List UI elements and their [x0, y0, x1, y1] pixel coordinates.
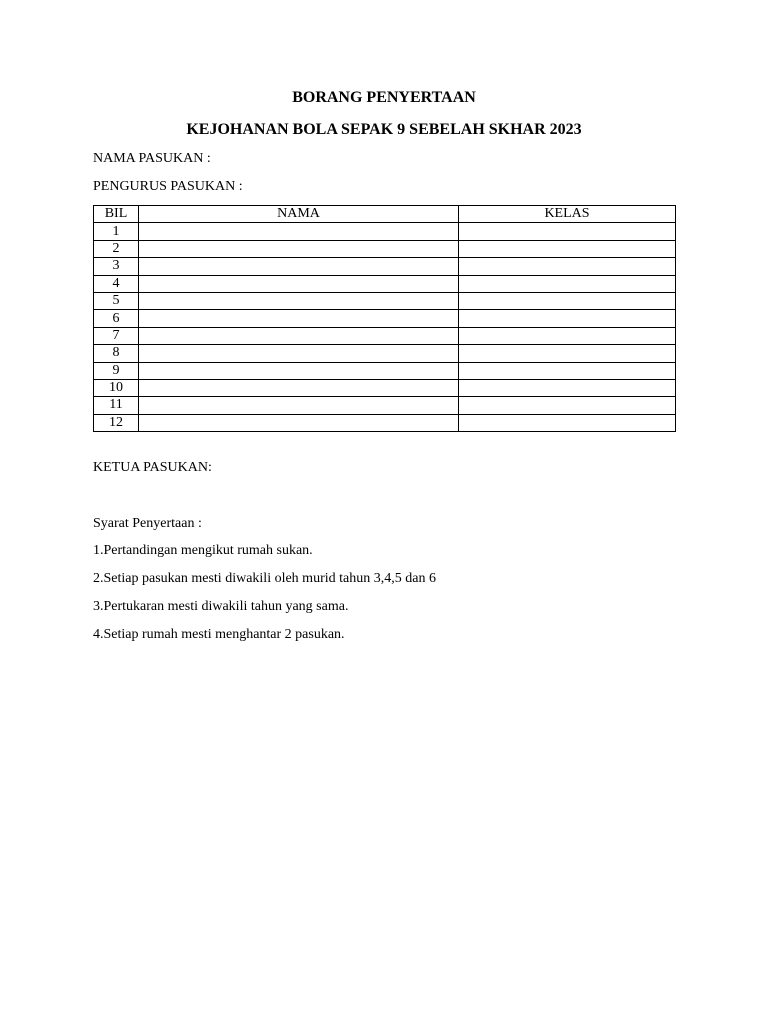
player-table — [93, 205, 676, 432]
name-cell[interactable] — [139, 310, 459, 327]
class-cell[interactable] — [459, 275, 676, 292]
row-number: 1 — [94, 223, 139, 240]
name-cell[interactable] — [139, 345, 459, 362]
class-cell[interactable] — [459, 362, 676, 379]
requirement-item: 1.Pertandingan mengikut rumah sukan. — [93, 543, 313, 558]
row-number: 2 — [94, 240, 139, 257]
team-captain-label: KETUA PASUKAN: — [93, 460, 212, 475]
tournament-title: KEJOHANAN BOLA SEPAK 9 SEBELAH SKHAR 2023 — [186, 121, 582, 138]
name-cell[interactable] — [139, 223, 459, 240]
class-cell[interactable] — [459, 327, 676, 344]
row-number: 12 — [94, 414, 139, 431]
table-row — [94, 362, 676, 379]
class-cell[interactable] — [459, 258, 676, 275]
table-row — [94, 310, 676, 327]
name-cell[interactable] — [139, 240, 459, 257]
header-kelas: KELAS — [459, 206, 676, 223]
header-nama: NAMA — [139, 206, 459, 223]
row-number: 7 — [94, 327, 139, 344]
name-cell[interactable] — [139, 362, 459, 379]
table-row — [94, 240, 676, 257]
row-number: 6 — [94, 310, 139, 327]
name-cell[interactable] — [139, 414, 459, 431]
requirement-item: 3.Pertukaran mesti diwakili tahun yang sama. — [93, 599, 349, 614]
class-cell[interactable] — [459, 240, 676, 257]
class-cell[interactable] — [459, 223, 676, 240]
class-cell[interactable] — [459, 345, 676, 362]
class-cell[interactable] — [459, 292, 676, 309]
class-cell[interactable] — [459, 379, 676, 396]
form-title: BORANG PENYERTAAN — [292, 89, 476, 106]
row-number: 9 — [94, 362, 139, 379]
class-cell[interactable] — [459, 310, 676, 327]
name-cell[interactable] — [139, 327, 459, 344]
name-cell[interactable] — [139, 275, 459, 292]
table-row — [94, 397, 676, 414]
requirements-heading: Syarat Penyertaan : — [93, 516, 202, 531]
table-row — [94, 275, 676, 292]
table-row — [94, 258, 676, 275]
row-number: 10 — [94, 379, 139, 396]
requirement-item: 4.Setiap rumah mesti menghantar 2 pasukan. — [93, 627, 345, 642]
row-number: 11 — [94, 397, 139, 414]
row-number: 3 — [94, 258, 139, 275]
name-cell[interactable] — [139, 292, 459, 309]
requirement-item: 2.Setiap pasukan mesti diwakili oleh murid tahun 3,4,5 dan 6 — [93, 571, 436, 586]
team-manager-label: PENGURUS PASUKAN : — [93, 179, 243, 194]
row-number: 8 — [94, 345, 139, 362]
row-number: 5 — [94, 292, 139, 309]
name-cell[interactable] — [139, 379, 459, 396]
table-header-row — [94, 206, 676, 223]
class-cell[interactable] — [459, 397, 676, 414]
table-row — [94, 327, 676, 344]
name-cell[interactable] — [139, 258, 459, 275]
table-row — [94, 414, 676, 431]
table-row — [94, 292, 676, 309]
name-cell[interactable] — [139, 397, 459, 414]
row-number: 4 — [94, 275, 139, 292]
table-row — [94, 345, 676, 362]
team-name-label: NAMA PASUKAN : — [93, 151, 211, 166]
table-row — [94, 379, 676, 396]
class-cell[interactable] — [459, 414, 676, 431]
header-bil: BIL — [94, 206, 139, 223]
table-row — [94, 223, 676, 240]
